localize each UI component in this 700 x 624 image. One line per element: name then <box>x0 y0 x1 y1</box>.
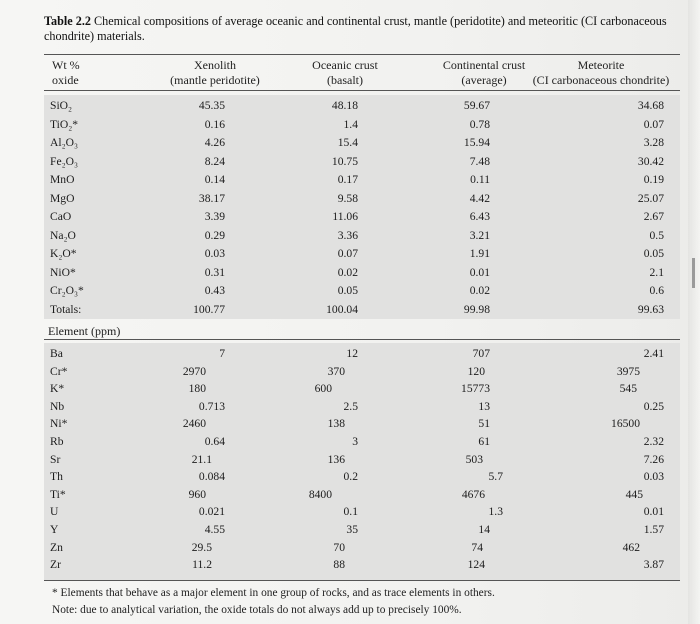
value-cell: 0.03 <box>643 470 664 484</box>
footnote-note: Note: due to analytical variation, the oxide totals do not always add up to precisely 100%. <box>52 604 462 616</box>
value-cell: 45.35 <box>198 99 225 112</box>
row-label: Sr <box>50 452 61 466</box>
value-cell: 707 <box>472 347 490 360</box>
value-cell: 74 <box>471 540 483 554</box>
value-cell: 0.05 <box>337 284 358 297</box>
value-cell: 0.31 <box>204 265 225 279</box>
row-label: Nb <box>50 399 65 413</box>
row-label: SiO₂ <box>50 99 73 112</box>
row-label: U <box>50 505 59 519</box>
value-cell: 2970 <box>182 364 206 378</box>
value-cell: 3.28 <box>643 136 664 149</box>
value-cell: 1.91 <box>469 247 490 260</box>
value-cell: 11.06 <box>332 210 358 223</box>
header-col-oxide: Wt % oxide <box>52 58 80 87</box>
footnote-asterisk: * Elements that behave as a major element in one group of rocks, and as trace elements in others. <box>52 587 495 599</box>
value-cell: 48.18 <box>331 99 358 112</box>
value-cell: 25.07 <box>637 191 664 205</box>
table-caption <box>44 14 680 44</box>
value-cell: 15773 <box>461 382 490 396</box>
row-label: Y <box>50 523 59 536</box>
row-label: MgO <box>50 191 75 205</box>
value-cell: 14 <box>478 523 490 536</box>
value-cell: 0.29 <box>204 228 225 242</box>
value-cell: 3975 <box>616 364 640 378</box>
value-cell: 2.1 <box>649 265 664 279</box>
row-label: Zn <box>50 540 63 554</box>
row-label: Ni* <box>50 417 68 431</box>
value-cell: 0.021 <box>198 505 225 519</box>
header-rule <box>44 90 680 91</box>
value-cell: 9.58 <box>337 191 358 205</box>
row-label: CaO <box>50 210 72 223</box>
element-section-heading: Element (ppm) <box>48 324 121 338</box>
value-cell: 370 <box>327 364 345 378</box>
header-col-oceanic: Oceanic crust (basalt) <box>312 58 378 87</box>
row-label: Zr <box>50 558 61 572</box>
value-cell: 0.2 <box>343 470 358 484</box>
value-cell: 59.67 <box>463 99 490 112</box>
row-label: Cr₂O₃* <box>50 284 84 297</box>
value-cell: 7.48 <box>469 154 490 168</box>
value-cell: 0.43 <box>204 284 225 297</box>
value-cell: 11.2 <box>192 558 212 572</box>
value-cell: 0.16 <box>204 117 225 131</box>
value-cell: 503 <box>465 452 483 466</box>
value-cell: 7 <box>219 347 225 360</box>
value-cell: 1.3 <box>488 505 503 519</box>
value-cell: 0.5 <box>649 228 664 242</box>
value-cell: 0.11 <box>470 173 490 186</box>
element-rule <box>44 339 680 340</box>
row-label: MnO <box>50 173 75 186</box>
value-cell: 0.01 <box>643 505 664 519</box>
page-edge-mark <box>692 258 695 288</box>
value-cell: 0.05 <box>643 247 664 260</box>
row-label: TiO₂* <box>50 117 79 131</box>
value-cell: 3.21 <box>469 228 490 242</box>
value-cell: 61 <box>478 435 490 448</box>
value-cell: 0.14 <box>204 173 225 186</box>
value-cell: 3.39 <box>204 210 225 223</box>
value-cell: 38.17 <box>198 191 225 205</box>
value-cell: 2.41 <box>643 347 664 360</box>
row-label: Na₂O <box>50 228 76 242</box>
value-cell: 3 <box>352 435 358 448</box>
value-cell: 6.43 <box>469 210 490 223</box>
row-label: Totals: <box>50 302 82 316</box>
value-cell: 15.4 <box>337 136 358 149</box>
row-label: Cr* <box>50 364 68 378</box>
value-cell: 0.03 <box>204 247 225 260</box>
value-cell: 124 <box>467 558 485 572</box>
value-cell: 34.68 <box>637 99 664 112</box>
row-label: NiO* <box>50 265 76 279</box>
value-cell: 29.5 <box>191 540 212 554</box>
value-cell: 0.02 <box>469 284 490 297</box>
value-cell: 5.7 <box>488 470 503 484</box>
value-cell: 7.26 <box>643 452 664 466</box>
value-cell: 51 <box>478 417 490 431</box>
value-cell: 600 <box>314 382 332 396</box>
value-cell: 100.77 <box>193 302 225 316</box>
top-rule <box>44 54 680 55</box>
table-label: Table 2.2 <box>44 14 91 28</box>
value-cell: 2.67 <box>643 210 664 223</box>
value-cell: 180 <box>188 382 206 396</box>
page-edge <box>688 0 700 624</box>
value-cell: 0.01 <box>469 265 490 279</box>
row-label: Fe₂O₃ <box>50 154 79 168</box>
oxide-band <box>44 95 680 319</box>
value-cell: 15.94 <box>463 136 490 149</box>
value-cell: 0.1 <box>343 505 358 519</box>
value-cell: 35 <box>346 523 358 536</box>
value-cell: 12 <box>346 347 358 360</box>
value-cell: 4.42 <box>469 191 490 205</box>
value-cell: 16500 <box>611 417 640 431</box>
row-label: K₂O* <box>50 247 77 260</box>
value-cell: 545 <box>619 382 637 396</box>
row-label: K* <box>50 382 65 396</box>
row-label: Ti* <box>50 487 66 501</box>
value-cell: 13 <box>478 399 490 413</box>
value-cell: 0.78 <box>469 117 490 131</box>
bottom-rule <box>44 580 680 581</box>
value-cell: 2.32 <box>643 435 664 448</box>
value-cell: 0.02 <box>337 265 358 279</box>
value-cell: 4.55 <box>204 523 225 536</box>
value-cell: 88 <box>333 558 345 572</box>
value-cell: 0.25 <box>643 399 664 413</box>
value-cell: 8.24 <box>204 154 225 168</box>
value-cell: 120 <box>467 364 485 378</box>
value-cell: 1.4 <box>343 117 358 131</box>
row-label: Ba <box>50 347 63 360</box>
value-cell: 3.87 <box>643 558 664 572</box>
row-label: Al₂O₃ <box>50 136 79 149</box>
value-cell: 1.57 <box>643 523 664 536</box>
table-caption-text: Chemical compositions of average oceanic and continental crust, mantle (peridotite) and meteoritic (CI carbonaceous chondrite) materials. <box>44 14 667 43</box>
value-cell: 100.04 <box>326 302 358 316</box>
value-cell: 99.63 <box>637 302 664 316</box>
value-cell: 10.75 <box>331 154 358 168</box>
value-cell: 2.5 <box>343 399 358 413</box>
value-cell: 138 <box>327 417 345 431</box>
row-label: Th <box>50 470 63 484</box>
value-cell: 0.713 <box>198 399 225 413</box>
value-cell: 30.42 <box>637 154 664 168</box>
value-cell: 445 <box>625 487 643 501</box>
header-col-xenolith: Xenolith (mantle peridotite) <box>170 58 260 87</box>
value-cell: 0.64 <box>204 435 225 448</box>
value-cell: 99.98 <box>463 302 490 316</box>
header-col-continental: Continental crust (average) <box>442 58 526 87</box>
row-label: Rb <box>50 435 64 448</box>
value-cell: 70 <box>333 540 345 554</box>
value-cell: 4.26 <box>204 136 225 149</box>
value-cell: 0.084 <box>198 470 225 484</box>
element-band <box>44 343 680 581</box>
value-cell: 8400 <box>308 487 332 501</box>
value-cell: 960 <box>188 487 206 501</box>
value-cell: 0.6 <box>649 284 664 297</box>
value-cell: 3.36 <box>337 228 358 242</box>
value-cell: 4676 <box>461 487 485 501</box>
value-cell: 21.1 <box>191 452 212 466</box>
header-col-meteorite: Meteorite (CI carbonaceous chondrite) <box>532 58 670 87</box>
value-cell: 0.19 <box>643 173 664 186</box>
value-cell: 0.17 <box>337 173 358 186</box>
value-cell: 462 <box>622 540 640 554</box>
value-cell: 0.07 <box>643 117 664 131</box>
value-cell: 0.07 <box>337 247 358 260</box>
value-cell: 2460 <box>182 417 206 431</box>
value-cell: 136 <box>327 452 345 466</box>
